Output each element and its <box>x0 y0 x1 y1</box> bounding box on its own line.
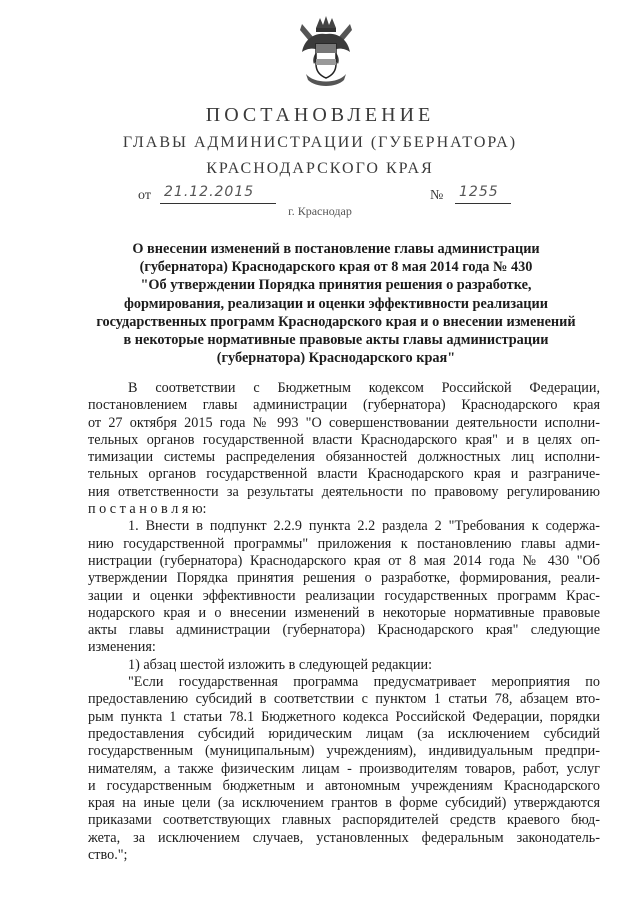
body-line: утверждении Порядка принятия решения о разработке, формирования, реали- <box>88 570 600 587</box>
title-line: в некоторые нормативные правовые акты главы администрации <box>123 332 549 349</box>
city-label: г. Краснодар <box>288 204 352 218</box>
body-line: тельных органов государственной власти Краснодарского края и разграниче- <box>88 466 600 483</box>
body-line: изменения: <box>88 639 156 656</box>
body-line: тимизации системы распределения обязанностей должностных лиц исполни- <box>88 449 600 466</box>
date-label: от <box>138 188 151 203</box>
authority-heading: ГЛАВЫ АДМИНИСТРАЦИИ (ГУБЕРНАТОРА) <box>122 134 518 151</box>
body-line: 1) абзац шестой изложить в следующей редакции: <box>128 656 433 673</box>
body-line: государственным (муниципальным) учреждениям), индивидуальным предпри- <box>88 743 600 760</box>
date-field: 21.12.2015 <box>160 184 276 204</box>
body-line: приказами соответствующих главных распорядителей средств краевого бюд- <box>88 812 600 829</box>
region-heading: КРАСНОДАРСКОГО КРАЯ <box>206 160 434 177</box>
document-body <box>88 380 600 864</box>
title-line: формирования, реализации и оценки эффективности реализации <box>123 295 548 312</box>
body-line: жета, за исключением случаев, установленных федеральным законодатель- <box>88 829 600 846</box>
body-line: зации и оценки эффективности реализации государственных программ Крас- <box>88 587 600 604</box>
body-line: от 27 октября 2015 года № 993 "О совершенствовании деятельности исполни- <box>88 414 600 431</box>
body-line: нодарского края и о внесении изменений в некоторые нормативные правовые <box>88 604 600 621</box>
title-line: (губернатора) Краснодарского края" <box>216 350 456 367</box>
title-line: государственных программ Краснодарского края и о внесении изменений <box>96 313 576 330</box>
body-line: нистрации (губернатора) Краснодарского края от 8 мая 2014 года № 430 "Об <box>88 552 600 569</box>
body-line: предоставления субсидий юридическим лицам (за исключением субсидий <box>88 725 600 742</box>
body-line: "Если государственная программа предусматривает мероприятия по <box>128 674 600 691</box>
resolution-word: п о с т а н о в л я ю: <box>88 501 207 518</box>
body-line: предоставлению субсидий в соответствии с пунктом 1 статьи 78, абзацем вто- <box>88 691 600 708</box>
body-line: нимателям, а также физическим лицам - производителям товаров, работ, услуг <box>88 760 600 777</box>
body-line: акты главы администрации (губернатора) Краснодарского края" следующие <box>88 622 600 639</box>
title-line: О внесении изменений в постановление главы администрации <box>132 241 540 257</box>
body-line: и государственным бюджетным и автономным учреждениям Краснодарского <box>88 777 600 794</box>
number-label: № <box>430 188 444 203</box>
body-line: рым пункта 1 статьи 78.1 Бюджетного кодекса Российской Федерации, порядки <box>88 708 600 725</box>
body-line: ство."; <box>88 847 128 864</box>
doc-type-heading: ПОСТАНОВЛЕНИЕ <box>205 104 435 126</box>
body-line: тельных органов государственной власти Краснодарского края" и в целях оп- <box>88 431 600 448</box>
coat-of-arms-icon <box>296 14 356 88</box>
number-field: 1255 <box>455 184 511 204</box>
title-line: (губернатора) Краснодарского края от 8 мая 2014 года № 430 <box>139 259 533 276</box>
document-title <box>96 240 576 367</box>
body-line: края на иные цели (за исключением грантов в форме субсидий) утверждаются <box>88 795 600 812</box>
body-line: 1. Внести в подпункт 2.2.9 пункта 2.2 раздела 2 "Требования к содержа- <box>128 518 600 535</box>
title-line: "Об утверждении Порядка принятия решения о разработке, <box>140 277 532 294</box>
body-line: ния ответственности за результаты деятельности по правовому регулированию <box>88 483 600 500</box>
body-line: В соответствии с Бюджетным кодексом Российской Федерации, <box>128 380 600 396</box>
body-line: постановлением главы администрации (губернатора) Краснодарского края <box>88 397 600 414</box>
body-line: нию государственной программы" приложения к постановлению главы адми- <box>88 535 600 552</box>
